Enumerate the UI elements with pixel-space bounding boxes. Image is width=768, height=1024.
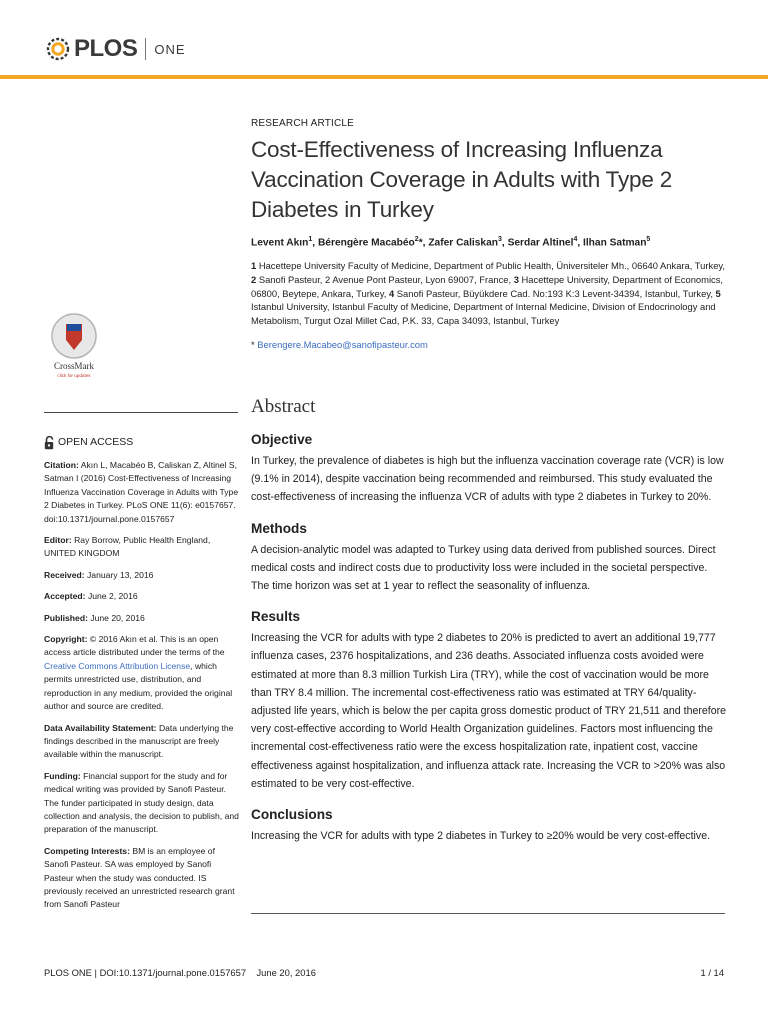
- funding-block: [44, 770, 240, 837]
- methods-text: A decision-analytic model was adapted to Turkey using data derived from published sources. Direct medical costs and indirect costs due to productivity loss were included in the societal perspective. The time horizon was set at 1 year to reflect the seasonality of influenza.: [251, 543, 716, 593]
- objective-heading: Objective: [251, 432, 313, 447]
- affiliation-text: Hacettepe University Faculty of Medicine, Department of Public Health, Üniversiteler Mh., 06640 Ankara, Turkey,: [258, 260, 726, 272]
- copyright-text-end: , which permits unrestricted use, distribution, and reproduction in any medium, provided the original author and source are credited.: [44, 660, 233, 712]
- corresponding-author: [251, 339, 727, 350]
- corresponding-mark: *: [251, 339, 255, 351]
- author-name[interactable]: Bérengère Macabéo: [317, 237, 415, 249]
- conclusions-heading: Conclusions: [251, 807, 333, 823]
- abstract-end-rule: [251, 913, 725, 914]
- copyright-block: [44, 633, 240, 713]
- crossmark-label: CrossMark: [54, 361, 94, 371]
- published-label: Published:: [44, 612, 88, 623]
- article-type: RESEARCH ARTICLE: [251, 118, 355, 129]
- author-affiliation-ref: 1: [308, 236, 313, 243]
- affiliation-number: 5: [715, 287, 721, 299]
- open-access-badge: [44, 436, 240, 450]
- published-block: [44, 612, 240, 625]
- journal-header: [0, 0, 768, 88]
- competing-interests-text: BM is an employee of Sanofi Pasteur. SA was employed by Sanofi Pasteur when the study was conducted. IS previously received an unrestricted research grant from Sanofi Pasteur: [44, 845, 235, 910]
- funding-label: Funding:: [44, 770, 81, 781]
- page-number: 1 / 14: [700, 967, 724, 978]
- affiliation-number: 3: [513, 273, 519, 285]
- results-text: Increasing the VCR for adults with type 2 diabetes to 20% is predicted to avert an additional 19,777 influenza cases, 2376 hospitalizations, and 236 deaths. Associated influenza costs avoided were estimated at more than 8.3 million Turkish Lira (TRY), while the cost of vaccination would be more than TRY 8.4 million. The incremental cost-effectiveness ratio was estimated at TRY 64/quality-adjusted life years, which is below the per capita gross domestic product of TRY 21,511 and therefore very cost-effective according to World Health Organization guidelines. Factors most influencing the incremental cost-effectiveness ratio were the excess hospitalization rate, inpatient cost, vaccine effectiveness against hospitalization, and influenza attack rate. Increasing the VCR to >20% was also estimated to be very cost-effective.: [251, 632, 727, 790]
- sidebar-divider: [44, 412, 238, 413]
- conclusions-text: Increasing the VCR for adults with type 2 diabetes in Turkey to ≥20% would be very cost-effective.: [251, 830, 711, 843]
- published-date: June 20, 2016: [90, 612, 145, 623]
- accepted-block: [44, 590, 240, 603]
- abstract-heading: Abstract: [251, 396, 316, 417]
- data-availability-label: Data Availability Statement:: [44, 722, 157, 733]
- plos-one-logo[interactable]: [44, 34, 186, 64]
- competing-interests-block: [44, 845, 240, 912]
- received-label: Received:: [44, 569, 85, 580]
- affiliations: [251, 259, 727, 327]
- logo-separator: [145, 38, 146, 60]
- article-info-sidebar: [44, 436, 240, 920]
- results-heading: Results: [251, 609, 301, 625]
- crossmark-icon: [44, 310, 104, 380]
- author-name[interactable]: Levent Akın: [251, 237, 309, 249]
- author-affiliation-ref: 2: [414, 236, 419, 243]
- logo-wordmark: PLOS: [74, 35, 138, 62]
- editor-text: Ray Borrow, Public Health England, UNITED KINGDOM: [44, 535, 211, 559]
- article-title: Cost-Effectiveness of Increasing Influenza Vaccination Coverage in Adults with Type 2 Diabetes in Turkey: [251, 137, 673, 222]
- objective-text: In Turkey, the prevalence of diabetes is high but the influenza vaccination coverage rate (VCR) is low (9.1% in 2014), despite vaccination being recommended and reimbursed. This study evaluated the cost-effectiveness of increasing the influenza VCR of adults with type 2 diabetes in Turkey to 20%.: [251, 455, 724, 504]
- funding-text: Financial support for the study and for medical writing was provided by Sanofi Pasteur. The funder participated in study design, data collection and analysis, the decision to publish, and preparation of the manuscript.: [44, 770, 239, 835]
- open-lock-icon: [44, 436, 55, 450]
- plos-logo-icon: [44, 35, 72, 63]
- article-front-matter: [251, 118, 727, 350]
- data-availability-text: Data underlying the findings described in the manuscript are freely available within the manuscript.: [44, 722, 234, 760]
- affiliation-number: 2: [251, 273, 257, 285]
- citation-label: Citation:: [44, 460, 79, 470]
- editor-label: Editor:: [44, 535, 72, 546]
- corresponding-email-link[interactable]: Berengere.Macabeo@sanofipasteur.com: [257, 339, 428, 351]
- citation-block: [44, 459, 240, 526]
- license-link[interactable]: Creative Commons Attribution License: [44, 660, 191, 671]
- accepted-date: June 2, 2016: [87, 591, 138, 602]
- author-affiliation-ref: 4: [573, 236, 578, 243]
- header-accent-rule: [0, 75, 768, 79]
- footer-date: June 20, 2016: [256, 967, 316, 978]
- competing-interests-label: Competing Interests:: [44, 845, 130, 856]
- open-access-label: OPEN ACCESS: [58, 436, 134, 449]
- abstract-body: [251, 432, 727, 859]
- editor-block: [44, 534, 240, 561]
- received-date: January 13, 2016: [87, 569, 154, 580]
- author-affiliation-ref: 3: [497, 236, 502, 243]
- affiliation-number: 1: [251, 260, 257, 272]
- affiliation-text: Sanofi Pasteur, 2 Avenue Pont Pasteur, Lyon 69007, France,: [258, 273, 512, 285]
- author-affiliation-ref: 5: [646, 236, 651, 243]
- corresponding-mark: *: [418, 237, 423, 249]
- copyright-text: © 2016 Akın et al. This is an open access article distributed under the terms of the: [44, 634, 225, 658]
- affiliation-number: 4: [388, 287, 395, 299]
- data-availability-block: [44, 722, 240, 762]
- logo-subtitle: ONE: [154, 41, 186, 57]
- crossmark-sublabel: click for updates: [57, 373, 91, 378]
- author-name[interactable]: Ilhan Satman: [583, 237, 647, 249]
- accepted-label: Accepted:: [44, 591, 86, 602]
- citation-text: Akın L, Macabéo B, Caliskan Z, Altinel S, Satman I (2016) Cost-Effectiveness of Increasing Influenza Vaccination Coverage in Adults with Type 2 Diabetes in Turkey. PLoS ONE 11(6): e0157657. doi:10.1371/journal.pone.0157657: [44, 460, 239, 524]
- author-list: Levent Akın$^1$, Bérengère Macabéo$^2$*, Zafer Caliskan$^3$, Serdar Altinel$^4$, Ilhan Satman$^5$: [251, 236, 651, 249]
- affiliation-text: Istanbul University, Istanbul Faculty of Medicine, Department of Internal Medicine, Division of Endocrinology and Metabolism, Turgut Ozal Millet Cad, P.K. 33, Capa 34093, Istanbul, Turkey: [251, 301, 716, 326]
- author-name[interactable]: Zafer Caliskan: [428, 237, 498, 249]
- footer-doi[interactable]: PLOS ONE | DOI:10.1371/journal.pone.0157657: [44, 967, 247, 978]
- methods-heading: Methods: [251, 520, 307, 536]
- received-block: [44, 569, 240, 582]
- author-name[interactable]: Serdar Altinel: [507, 237, 574, 249]
- copyright-label: Copyright:: [44, 634, 88, 645]
- affiliation-text: Hacettepe University, Department of Economics, 06800, Beytepe, Ankara, Turkey,: [251, 273, 724, 299]
- page-footer: [44, 967, 724, 978]
- affiliation-text: Sanofi Pasteur, Büyükdere Cad. No:193 K:3 Levent-34394, Istanbul, Turkey,: [396, 287, 713, 299]
